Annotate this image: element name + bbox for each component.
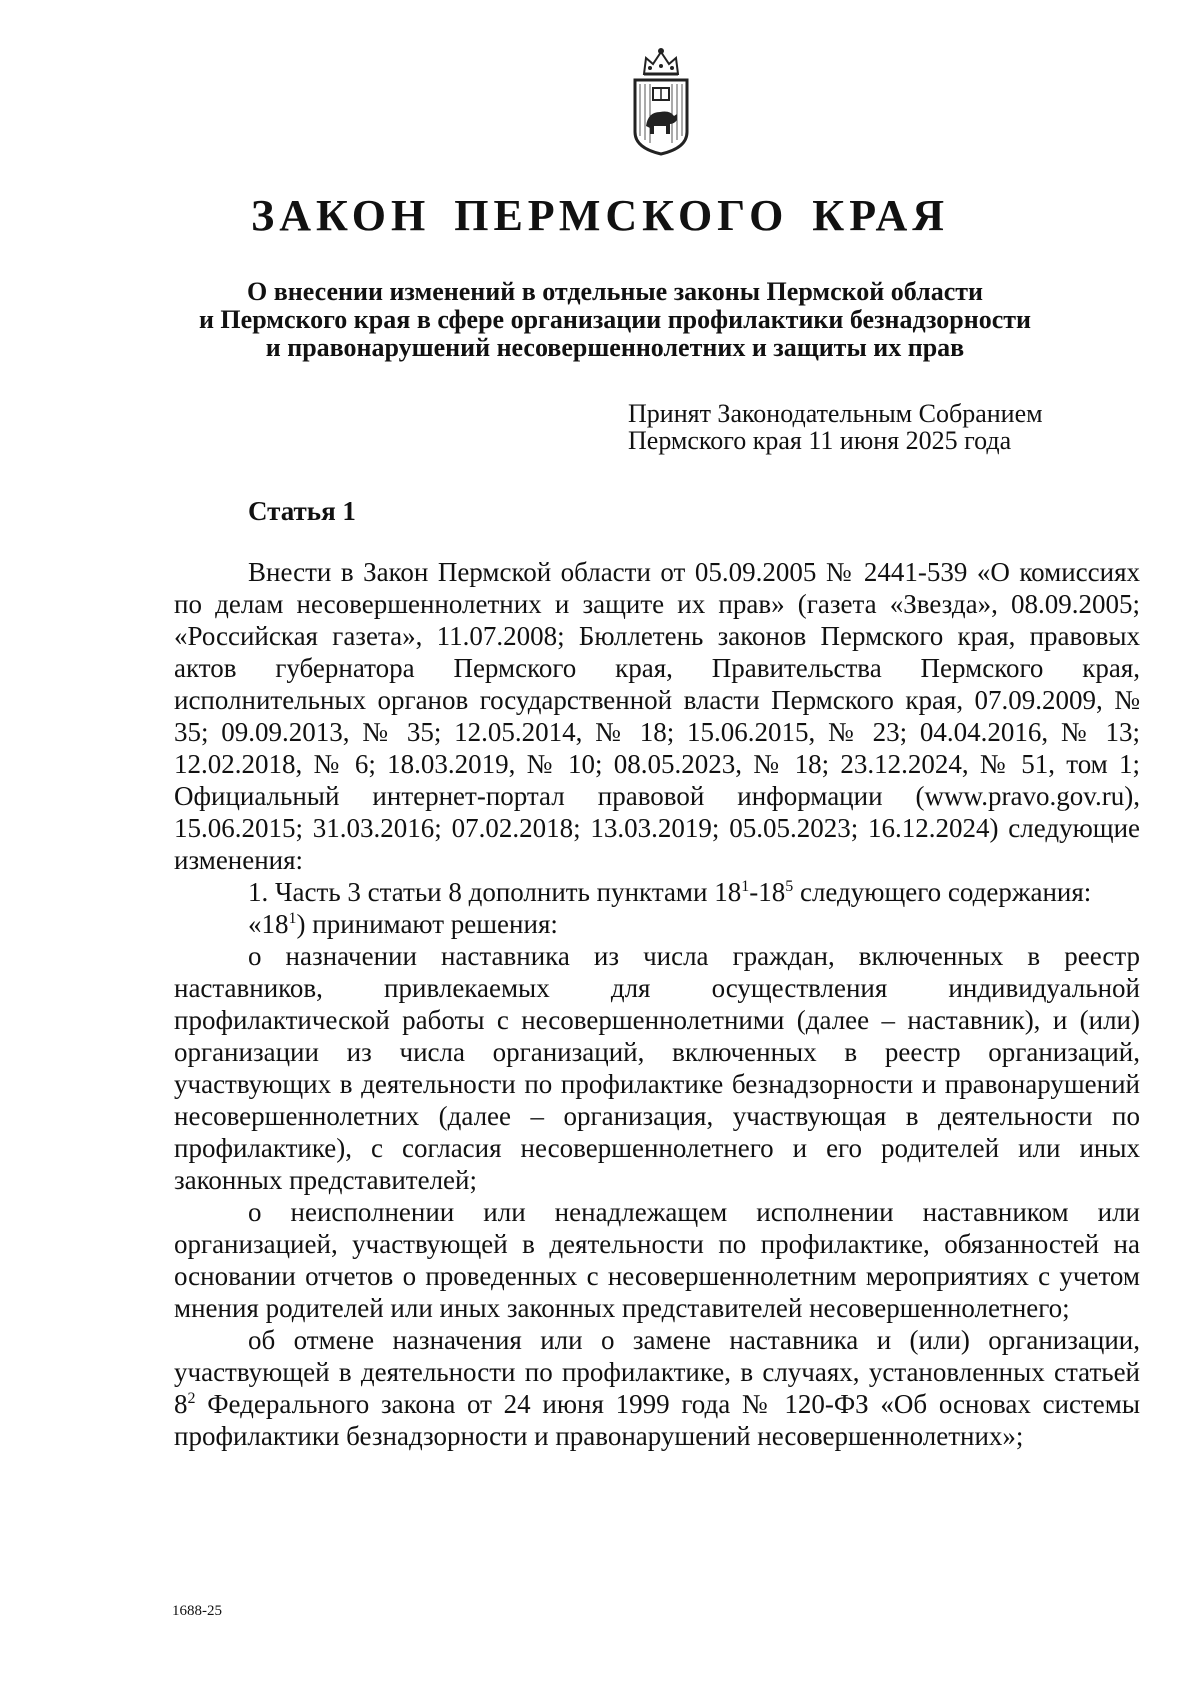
text-fragment: «18 — [248, 909, 289, 939]
text-fragment: 1. Часть 3 статьи 8 дополнить пунктами 18 — [248, 877, 742, 907]
paragraph: о назначении наставника из числа граждан, включенных в реестр наставников, привлекаемых для осуществления индивидуальной профилактической работы с несовершеннолетними (далее – наставник), и (или) организации из числа организаций, включенных в реестр организаций, участвующих в деятельности по профилактике безнадзорности и правонарушений несовершеннолетних (далее – организация, участвующая в деятельности по профилактике), с согласия несовершеннолетнего и его родителей или иных законных представителей; — [174, 941, 1140, 1195]
superscript: 1 — [741, 878, 750, 895]
document-code: 1688-25 — [172, 1603, 222, 1619]
text-fragment: об отмене назначения или о замене наставника и (или) организации, участвующей в деятельности по профилактике, в случаях, установленных статьей 8 — [174, 1325, 1140, 1419]
article-heading: Статья 1 — [248, 496, 356, 526]
adoption-note — [628, 400, 1043, 454]
subtitle-line: и правонарушений несовершеннолетних и защиты их прав — [265, 333, 965, 362]
superscript: 1 — [288, 910, 297, 927]
paragraph: о неисполнении или ненадлежащем исполнении наставником или организацией, участвующей в деятельности по профилактике, обязанностей на основании отчетов о проведенных с несовершеннолетним мероприятиях с учетом мнения родителей или иных законных представителей несовершеннолетнего; — [174, 1197, 1140, 1323]
adoption-line: Принят Законодательным Собранием — [628, 399, 1043, 428]
adoption-line: Пермского края 11 июня 2025 года — [628, 426, 1012, 455]
law-subtitle — [150, 278, 1080, 362]
paragraph: Внести в Закон Пермской области от 05.09.2005 № 2441-539 «О комиссиях по делам несовершеннолетних и защите их прав» (газета «Звезда», 08.09.2005; «Российская газета», 11.07.2008; Бюллетень законов Пермского края, правовых актов губернатора Пермского края, Правительства Пермского края, исполнительных органов государственной власти Пермского края, 07.09.2009, № 35; 09.09.2013, № 35; 12.05.2014, № 18; 15.06.2015, № 23; 04.04.2016, № 13; 12.02.2018, № 6; 18.03.2019, № 10; 08.05.2023, № 18; 23.12.2024, № 51, том 1; Официальный интернет-портал правовой информации (www.pravo.gov.ru), 15.06.2015; 31.03.2016; 07.02.2018; 13.03.2019; 05.05.2023; 16.12.2024) следующие изменения: — [174, 557, 1140, 875]
text-fragment: Федерального закона от 24 июня 1999 года № 120-ФЗ «Об основах системы профилактики безнадзорности и правонарушений несовершеннолетних»; — [174, 1389, 1140, 1451]
subtitle-line: О внесении изменений в отдельные законы Пермской области — [247, 277, 983, 306]
subtitle-line: и Пермского края в сфере организации профилактики безнадзорности — [198, 305, 1032, 334]
superscript: 5 — [785, 878, 794, 895]
coat-of-arms-icon — [630, 44, 692, 156]
text-fragment: следующего содержания: — [793, 877, 1092, 907]
paragraph — [174, 876, 1140, 908]
text-fragment: -18 — [749, 877, 786, 907]
text-fragment: ) принимают решения: — [296, 909, 558, 939]
paragraph — [174, 1324, 1140, 1452]
article-body — [174, 556, 1140, 1452]
paragraph — [174, 908, 1140, 940]
law-title: ЗАКОН ПЕРМСКОГО КРАЯ — [250, 191, 950, 240]
superscript: 2 — [187, 1390, 196, 1407]
